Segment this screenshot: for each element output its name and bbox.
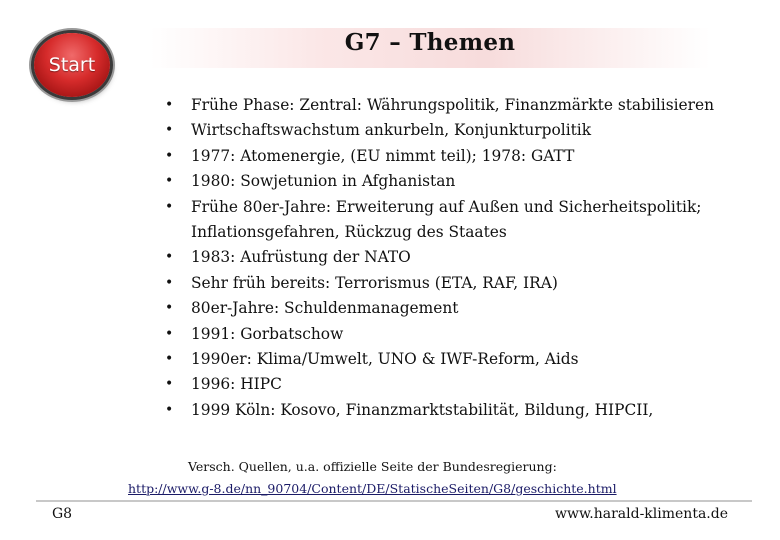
start-button-label: Start — [48, 54, 96, 76]
list-item-text: 1983: Aufrüstung der NATO — [191, 248, 411, 267]
bullet-icon: • — [165, 300, 174, 317]
list-item — [165, 398, 755, 423]
start-button[interactable] — [34, 33, 110, 97]
list-item-text: Frühe 80er-Jahre: Erweiterung auf Außen und Sicherheitspolitik; — [191, 197, 702, 216]
bullet-icon: • — [165, 198, 174, 215]
list-item — [165, 195, 755, 246]
list-item-text: 1980: Sowjetunion in Afghanistan — [191, 172, 456, 191]
footer-label: G8 — [52, 506, 73, 522]
list-item-text: 1996: HIPC — [191, 375, 282, 394]
topic-list — [165, 93, 755, 423]
list-item-text: Frühe Phase: Zentral: Währungspolitik, Finanzmärkte stabilisieren — [191, 96, 715, 114]
bullet-icon: • — [165, 325, 174, 342]
bullet-icon: • — [165, 376, 174, 393]
source-link[interactable]: http://www.g-8.de/nn_90704/Content/DE/StatischeSeiten/G8/geschichte.html — [128, 481, 617, 496]
footer-website: www.harald-klimenta.de — [555, 506, 728, 522]
list-item — [165, 372, 755, 397]
list-item — [165, 144, 755, 169]
list-item-text: 80er-Jahre: Schuldenmanagement — [191, 299, 459, 318]
slide-title: G7 – Themen — [344, 29, 516, 56]
bullet-icon: • — [165, 97, 174, 113]
source-note: Versch. Quellen, u.a. offizielle Seite der Bundesregierung: — [188, 459, 557, 474]
list-item-text: 1990er: Klima/Umwelt, UNO & IWF-Reform, Aids — [191, 350, 579, 369]
list-item — [165, 322, 755, 347]
bullet-icon: • — [165, 147, 174, 164]
list-item — [165, 347, 755, 372]
list-item — [165, 169, 755, 194]
bullet-icon: • — [165, 351, 174, 368]
list-item-text: 1991: Gorbatschow — [191, 324, 344, 343]
bullet-icon: • — [165, 122, 174, 139]
bullet-icon: • — [165, 249, 174, 266]
list-item-continuation: Inflationsgefahren, Rückzug des Staates — [191, 223, 507, 242]
bullet-icon: • — [165, 274, 174, 291]
list-item — [165, 296, 755, 321]
list-item-text: Sehr früh bereits: Terrorismus (ETA, RAF, IRA) — [191, 273, 558, 292]
list-item-text: Wirtschaftswachstum ankurbeln, Konjunkturpolitik — [191, 121, 592, 140]
footer-divider — [36, 500, 752, 502]
list-item — [165, 271, 755, 296]
bullet-icon: • — [165, 173, 174, 190]
list-item-text: 1977: Atomenergie, (EU nimmt teil); 1978: GATT — [191, 146, 575, 165]
list-item — [165, 93, 755, 118]
bullet-icon: • — [165, 401, 174, 418]
list-item — [165, 118, 755, 143]
list-item — [165, 245, 755, 270]
list-item-text: 1999 Köln: Kosovo, Finanzmarktstabilität, Bildung, HIPCII, — [191, 400, 654, 419]
